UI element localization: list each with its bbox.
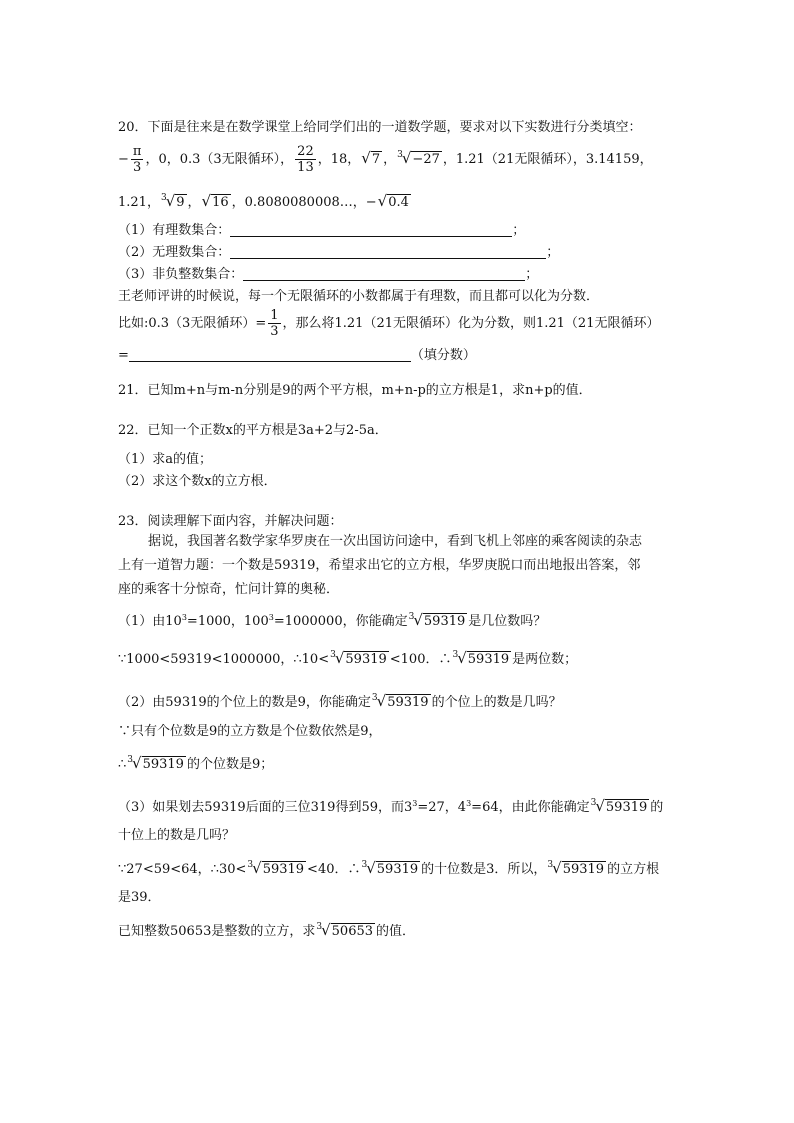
sqrt-16 bbox=[202, 192, 231, 212]
radical-sign: √ bbox=[377, 192, 388, 210]
rational-set-label: （1）有理数集合： bbox=[118, 223, 231, 238]
radical-index: 3 bbox=[247, 860, 254, 870]
text-segment: <100．∴ bbox=[389, 652, 452, 667]
radical-sign: √ bbox=[334, 649, 345, 667]
q22-text: 22．已知一个正数x的平方根是3a+2与2-5a． bbox=[118, 423, 388, 438]
q23-story-line2: 上有一道智力题：一个数是59319，希望求出它的立方根，华罗庚脱口而出地报出答案，邻 bbox=[118, 558, 641, 573]
irrational-set-row bbox=[118, 244, 559, 262]
example-text: 比如:0.3（3无限循环）= bbox=[118, 316, 267, 331]
text-segment: 已知整数50653是整数的立方，求 bbox=[118, 924, 316, 939]
radicand: −27 bbox=[412, 152, 440, 167]
text-segment: =64，由此你能确定 bbox=[471, 800, 590, 815]
radical-sign: √ bbox=[457, 649, 467, 667]
q23-part1-question bbox=[118, 611, 546, 632]
cbrt-59319 bbox=[591, 797, 650, 818]
q23-part3-question-line1 bbox=[118, 797, 663, 818]
q23-title: 23．阅读理解下面内容，并解决问题： bbox=[118, 514, 343, 529]
semicolon: ； bbox=[512, 223, 526, 238]
cbrt-59319 bbox=[409, 611, 468, 632]
exponent: 3 bbox=[181, 613, 187, 622]
fraction-numerator: 22 bbox=[297, 144, 314, 159]
teacher-comment: 王老师评讲的时候说，每一个无限循环的小数都属于有理数，而且都可以化为分数． bbox=[118, 289, 600, 304]
radical-index: 3 bbox=[371, 693, 378, 703]
text-segment: 的立方根 bbox=[607, 862, 660, 877]
q23-part2-solution-line1: ∵只有个位数是9的立方数是个位数依然是9， bbox=[118, 724, 382, 739]
semicolon: ； bbox=[546, 245, 560, 260]
q23-part1-solution bbox=[118, 649, 577, 670]
separator: ， bbox=[383, 152, 397, 167]
fraction-22-over-13 bbox=[295, 144, 316, 175]
text-segment: ∵27<59<64，∴30< bbox=[118, 862, 247, 877]
text-segment: （1）由10 bbox=[118, 614, 182, 629]
radical-sign: √ bbox=[401, 149, 412, 167]
q22-part2: （2）求这个数x的立方根． bbox=[118, 474, 277, 489]
text-segment: （2）由59319的个位上的数是9，你能确定 bbox=[118, 695, 371, 710]
q23-story-line3: 座的乘客十分惊奇，忙问计算的奥秘． bbox=[118, 582, 340, 597]
text-segment: ∴ bbox=[118, 757, 127, 772]
text-segment: 的个位数是9； bbox=[186, 757, 274, 772]
radical-sign: √ bbox=[413, 611, 423, 629]
q20-prompt: 20．下面是往来是在数学课堂上给同学们出的一道数学题，要求对以下实数进行分类填空： bbox=[118, 120, 642, 135]
radical-index: 3 bbox=[330, 650, 336, 660]
fraction-1-over-3 bbox=[268, 308, 280, 339]
fraction-denominator: 13 bbox=[297, 160, 314, 175]
example-text: ，那么将1.21（21无限循环）化为分数，则1.21（21无限循环） bbox=[282, 316, 660, 331]
irrational-set-blank[interactable] bbox=[230, 244, 546, 259]
rational-set-row bbox=[118, 222, 525, 240]
cbrt-59319 bbox=[372, 692, 431, 713]
cbrt-59319 bbox=[361, 859, 420, 880]
radical-index: 3 bbox=[160, 193, 167, 203]
radicand: 59319 bbox=[142, 757, 184, 772]
number-items: 1.21， bbox=[118, 195, 160, 210]
fraction-pi-over-3 bbox=[131, 144, 144, 175]
q20-number-list-1 bbox=[118, 139, 653, 180]
nonneg-integer-set-row bbox=[118, 266, 538, 284]
fraction-numerator: 1 bbox=[270, 308, 279, 323]
radicand: 59319 bbox=[423, 614, 466, 629]
radical-index: 3 bbox=[127, 755, 134, 765]
exponent: 3 bbox=[412, 799, 418, 808]
radical-sign: √ bbox=[595, 797, 605, 815]
fraction-numerator: π bbox=[132, 144, 142, 159]
semicolon: ； bbox=[525, 267, 539, 282]
radicand: 16 bbox=[212, 195, 229, 210]
text-segment: 是几位数吗？ bbox=[468, 614, 547, 629]
text-segment: =1000，100 bbox=[186, 614, 269, 629]
radicand: 9 bbox=[176, 195, 185, 210]
fill-fraction-row bbox=[118, 347, 476, 365]
radicand: 0.4 bbox=[388, 195, 409, 210]
exponent: 3 bbox=[466, 799, 472, 808]
text-segment: ∵1000<59319<1000000，∴10< bbox=[118, 652, 330, 667]
radical-index: 3 bbox=[590, 798, 597, 808]
radical-index: 3 bbox=[397, 150, 403, 160]
q23-part3-question-line2: 十位上的数是几吗？ bbox=[118, 828, 236, 843]
radicand: 59319 bbox=[376, 862, 419, 877]
cbrt-9 bbox=[161, 192, 187, 213]
radical-sign: √ bbox=[252, 859, 262, 877]
q23-part2-question bbox=[118, 692, 562, 713]
q23-part3-solution-line1 bbox=[118, 859, 659, 880]
radical-index: 3 bbox=[316, 922, 323, 932]
text-segment: =1000000，你能确定 bbox=[273, 614, 408, 629]
radical-sign: √ bbox=[366, 859, 376, 877]
radical-index: 3 bbox=[547, 860, 554, 870]
example-row bbox=[118, 306, 659, 342]
radicand: 50653 bbox=[331, 924, 374, 939]
nonneg-integer-set-blank[interactable] bbox=[243, 266, 525, 281]
exponent: 3 bbox=[268, 613, 274, 622]
number-items: ，18， bbox=[317, 152, 361, 167]
radicand: 59319 bbox=[345, 652, 387, 667]
text-segment: =27，4 bbox=[417, 800, 467, 815]
text-segment: 的值． bbox=[376, 924, 416, 939]
radical-sign: √ bbox=[201, 192, 212, 210]
sqrt-0-4 bbox=[378, 192, 411, 212]
text-segment: <40．∴ bbox=[307, 862, 361, 877]
cbrt-50653 bbox=[316, 921, 375, 942]
radicand: 59319 bbox=[387, 695, 429, 710]
fraction-denominator: 3 bbox=[270, 324, 279, 339]
cbrt-59319 bbox=[452, 649, 511, 670]
cbrt-59319 bbox=[330, 649, 389, 670]
radicand: 59319 bbox=[262, 862, 305, 877]
cbrt-59319 bbox=[547, 859, 606, 880]
number-items: ，1.21（21无限循环），3.14159， bbox=[442, 152, 653, 167]
irrational-set-label: （2）无理数集合： bbox=[118, 245, 231, 260]
q20-number-list-2 bbox=[118, 192, 412, 213]
cbrt-neg-27 bbox=[397, 139, 442, 180]
separator: ， bbox=[187, 195, 201, 210]
text-segment: 的 bbox=[650, 800, 664, 815]
rational-set-blank[interactable] bbox=[230, 222, 512, 237]
text-segment: （3）如果划去59319后面的三位319得到59，而3 bbox=[118, 800, 413, 815]
radical-sign: √ bbox=[376, 692, 387, 710]
radical-index: 3 bbox=[452, 650, 459, 660]
radical-sign: √ bbox=[132, 754, 142, 772]
radical-index: 3 bbox=[361, 860, 368, 870]
q23-story-line1: 据说，我国著名数学家华罗庚在一次出国访问途中，看到飞机上邻座的乘客阅读的杂志 bbox=[148, 534, 643, 549]
minus-sign: − bbox=[118, 152, 129, 167]
cbrt-59319 bbox=[127, 754, 186, 775]
cbrt-59319 bbox=[247, 859, 306, 880]
radicand: 59319 bbox=[605, 800, 648, 815]
text-segment: 的个位上的数是几吗？ bbox=[431, 695, 562, 710]
q22-part1: （1）求a的值； bbox=[118, 452, 213, 467]
fraction-answer-blank[interactable] bbox=[129, 347, 411, 362]
q23-final-question bbox=[118, 921, 415, 942]
fill-hint: （填分数） bbox=[410, 348, 476, 363]
q23-part2-solution-line2 bbox=[118, 754, 273, 775]
number-items: ，0.8080080008…，− bbox=[231, 195, 377, 210]
radical-sign: √ bbox=[321, 921, 331, 939]
nonneg-integer-set-label: （3）非负整数集合： bbox=[118, 267, 244, 282]
q23-part3-solution-line2: 是39． bbox=[118, 890, 161, 905]
sqrt-7 bbox=[361, 139, 382, 179]
radical-index: 3 bbox=[408, 612, 415, 622]
radicand: 59319 bbox=[562, 862, 605, 877]
fraction-denominator: 3 bbox=[133, 160, 142, 175]
text-segment: 是两位数； bbox=[512, 652, 578, 667]
equals-sign: = bbox=[118, 348, 129, 363]
q21-text: 21．已知m+n与m-n分别是9的两个平方根，m+n-p的立方根是1，求n+p的值． bbox=[118, 383, 592, 398]
radicand: 7 bbox=[371, 152, 381, 167]
number-items: ，0，0.3（3无限循环）， bbox=[145, 152, 294, 167]
radical-sign: √ bbox=[552, 859, 562, 877]
radical-sign: √ bbox=[361, 149, 371, 167]
text-segment: 的十位数是3．所以， bbox=[421, 862, 547, 877]
radicand: 59319 bbox=[467, 652, 510, 667]
radical-sign: √ bbox=[165, 192, 176, 210]
